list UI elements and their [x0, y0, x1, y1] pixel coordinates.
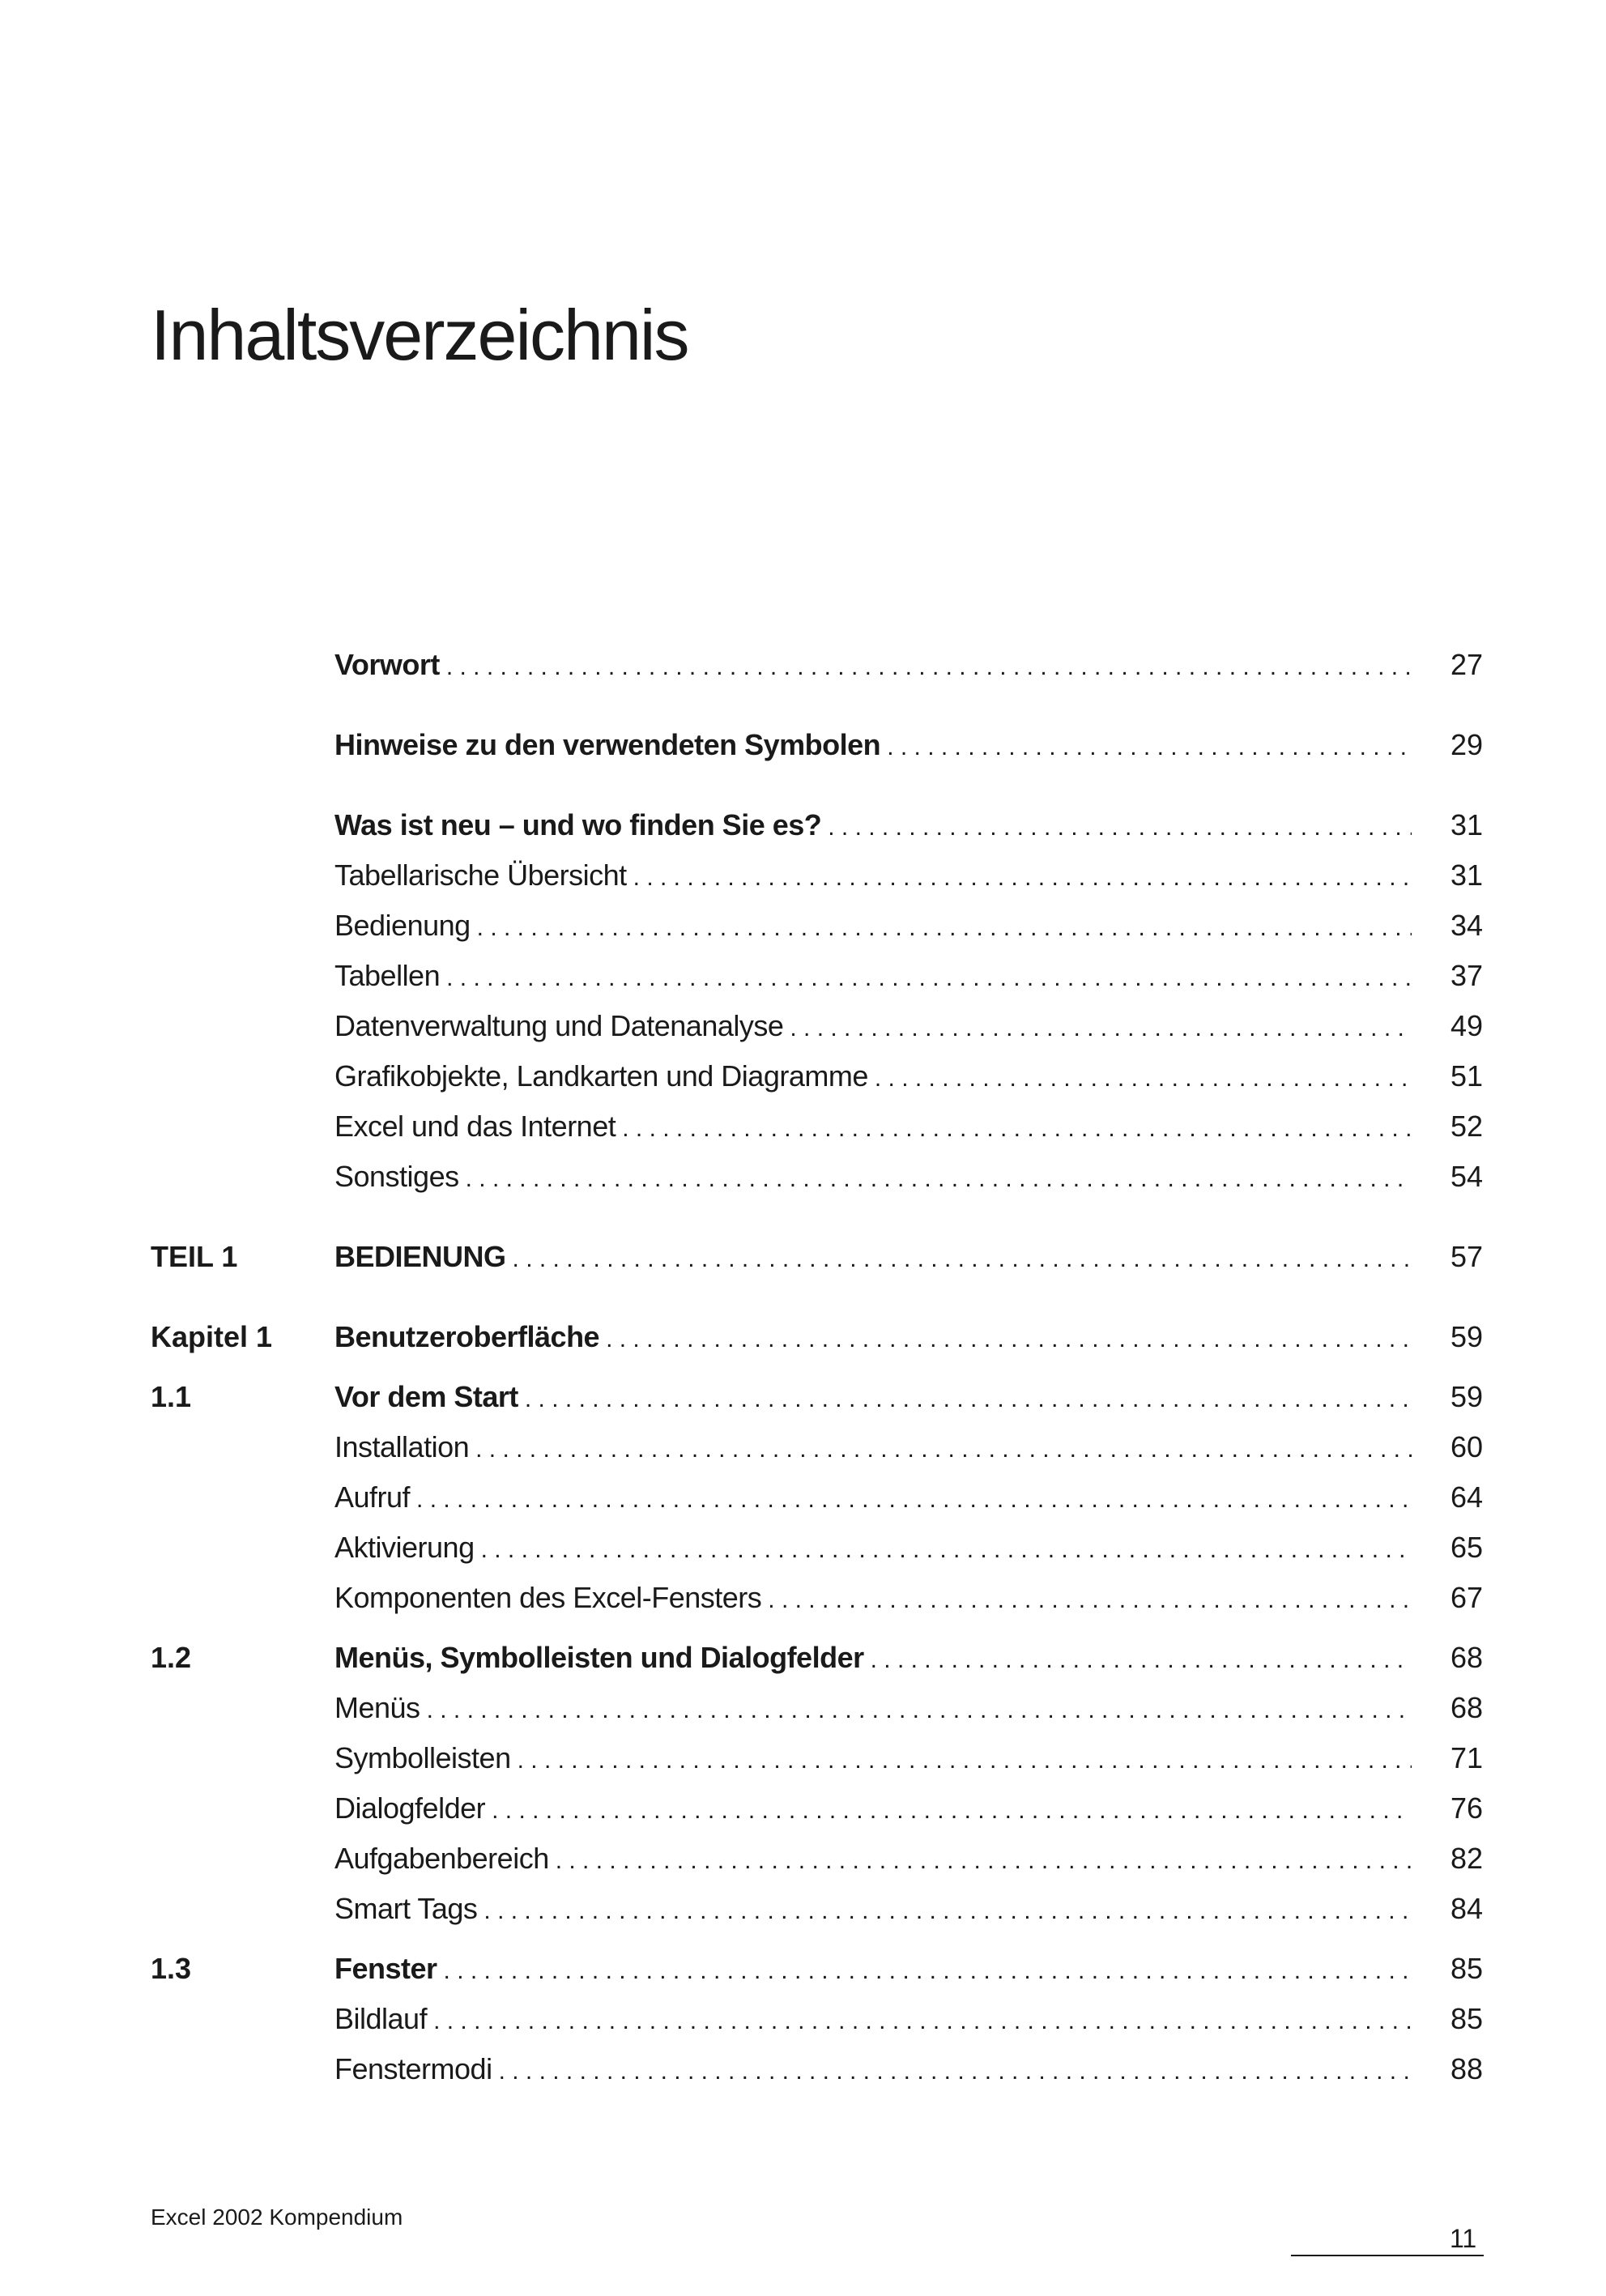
toc-dot-leader — [492, 1786, 1412, 1836]
toc-entry-fenstermodi[interactable] — [151, 2044, 1483, 2094]
toc-entry-title: Installation — [334, 1430, 470, 1463]
toc-entry-aufruf[interactable] — [151, 1472, 1483, 1523]
page-title: Inhaltsverzeichnis — [151, 295, 688, 375]
toc-dot-leader — [446, 953, 1412, 1003]
toc-entry-page: 60 — [1450, 1430, 1483, 1463]
toc-entry-title: Benutzeroberfläche — [334, 1320, 600, 1353]
toc-entry-title: Hinweise zu den verwendeten Symbolen — [334, 728, 881, 761]
toc-entry-1-2[interactable] — [151, 1633, 1483, 1683]
toc-entry-page: 68 — [1450, 1641, 1483, 1674]
toc-entry-page: 49 — [1450, 1009, 1483, 1042]
toc-entry-title: Smart Tags — [334, 1892, 478, 1925]
toc-dot-leader — [871, 1635, 1412, 1685]
table-of-contents — [151, 640, 1483, 2094]
toc-entry-title: Tabellen — [334, 959, 441, 992]
toc-entry-page: 37 — [1450, 959, 1483, 992]
toc-entry-page: 52 — [1450, 1110, 1483, 1143]
toc-entry-grafikobjekte[interactable] — [151, 1051, 1483, 1101]
toc-entry-komponenten[interactable] — [151, 1573, 1483, 1623]
toc-entry-excel-internet[interactable] — [151, 1101, 1483, 1152]
toc-entry-page: 64 — [1450, 1480, 1483, 1514]
toc-entry-title: Vorwort — [334, 648, 440, 681]
toc-dot-leader — [556, 1836, 1412, 1886]
toc-dot-leader — [481, 1525, 1412, 1575]
toc-entry-title: Datenverwaltung und Datenanalyse — [334, 1009, 784, 1042]
toc-dot-leader — [790, 1003, 1412, 1054]
toc-dot-leader — [484, 1886, 1412, 1936]
toc-dot-leader — [525, 1374, 1412, 1425]
toc-entry-title: Dialogfelder — [334, 1791, 486, 1825]
toc-entry-title: Fenster — [334, 1952, 437, 1985]
toc-entry-teil-1[interactable] — [151, 1232, 1483, 1282]
toc-entry-title: Grafikobjekte, Landkarten und Diagramme — [334, 1059, 868, 1093]
toc-entry-page: 54 — [1450, 1160, 1483, 1193]
toc-entry-1-3[interactable] — [151, 1944, 1483, 1994]
toc-entry-datenverwaltung[interactable] — [151, 1001, 1483, 1051]
toc-entry-sonstiges[interactable] — [151, 1152, 1483, 1202]
toc-entry-page: 76 — [1450, 1791, 1483, 1825]
toc-entry-dialogfelder[interactable] — [151, 1783, 1483, 1834]
toc-entry-number: Kapitel 1 — [151, 1320, 273, 1353]
toc-entry-page: 71 — [1450, 1741, 1483, 1774]
toc-entry-page: 31 — [1450, 858, 1483, 892]
toc-dot-leader — [606, 1314, 1412, 1365]
toc-entry-title: Menüs, Symbolleisten und Dialogfelder — [334, 1641, 864, 1674]
toc-entry-title: Bedienung — [334, 909, 471, 942]
toc-entry-page: 27 — [1450, 648, 1483, 681]
toc-entry-aufgabenbereich[interactable] — [151, 1834, 1483, 1884]
toc-entry-installation[interactable] — [151, 1422, 1483, 1472]
toc-entry-title: Aktivierung — [334, 1531, 475, 1564]
toc-entry-page: 82 — [1450, 1842, 1483, 1875]
toc-entry-title: Aufruf — [334, 1480, 411, 1514]
toc-entry-page: 57 — [1450, 1240, 1483, 1273]
toc-dot-leader — [513, 1234, 1412, 1284]
toc-entry-page: 67 — [1450, 1581, 1483, 1614]
toc-entry-bildlauf[interactable] — [151, 1994, 1483, 2044]
toc-dot-leader — [433, 1996, 1412, 2047]
toc-entry-page: 85 — [1450, 2002, 1483, 2035]
toc-dot-leader — [633, 853, 1412, 903]
toc-entry-title: Sonstiges — [334, 1160, 459, 1193]
toc-dot-leader — [622, 1104, 1412, 1154]
toc-dot-leader — [828, 803, 1412, 853]
toc-entry-bedienung[interactable] — [151, 901, 1483, 951]
toc-entry-page: 29 — [1450, 728, 1483, 761]
toc-dot-leader — [518, 1736, 1412, 1786]
toc-entry-page: 34 — [1450, 909, 1483, 942]
toc-entry-hinweise[interactable] — [151, 720, 1483, 770]
toc-entry-title: Menüs — [334, 1691, 420, 1724]
toc-entry-title: Tabellarische Übersicht — [334, 858, 627, 892]
toc-dot-leader — [475, 1425, 1412, 1475]
toc-entry-aktivierung[interactable] — [151, 1523, 1483, 1573]
toc-entry-number: 1.1 — [151, 1380, 192, 1413]
toc-entry-page: 65 — [1450, 1531, 1483, 1564]
toc-entry-symbolleisten[interactable] — [151, 1733, 1483, 1783]
toc-entry-page: 84 — [1450, 1892, 1483, 1925]
toc-dot-leader — [477, 903, 1412, 953]
toc-entry-page: 88 — [1450, 2052, 1483, 2085]
toc-entry-page: 85 — [1450, 1952, 1483, 1985]
toc-entry-title: Komponenten des Excel-Fensters — [334, 1581, 762, 1614]
toc-entry-number: 1.3 — [151, 1952, 192, 1985]
footer-rule — [1291, 2255, 1484, 2256]
toc-entry-page: 51 — [1450, 1059, 1483, 1093]
toc-entry-menues[interactable] — [151, 1683, 1483, 1733]
toc-entry-kapitel-1[interactable] — [151, 1312, 1483, 1362]
footer-page-number: 11 — [1450, 2224, 1477, 2253]
toc-entry-title: Vor dem Start — [334, 1380, 518, 1413]
toc-entry-title: Was ist neu – und wo finden Sie es? — [334, 808, 822, 841]
toc-dot-leader — [875, 1054, 1412, 1104]
toc-entry-tabellen[interactable] — [151, 951, 1483, 1001]
toc-entry-title: Aufgabenbereich — [334, 1842, 549, 1875]
toc-entry-title: Fenstermodi — [334, 2052, 492, 2085]
toc-dot-leader — [499, 2047, 1412, 2097]
toc-dot-leader — [427, 1685, 1412, 1736]
toc-entry-page: 59 — [1450, 1380, 1483, 1413]
toc-entry-smart-tags[interactable] — [151, 1884, 1483, 1934]
toc-entry-page: 31 — [1450, 808, 1483, 841]
toc-entry-title: BEDIENUNG — [334, 1240, 506, 1273]
toc-entry-page: 68 — [1450, 1691, 1483, 1724]
toc-entry-page: 59 — [1450, 1320, 1483, 1353]
toc-entry-tabellarische-uebersicht[interactable] — [151, 850, 1483, 901]
toc-entry-title: Excel und das Internet — [334, 1110, 616, 1143]
toc-dot-leader — [444, 1946, 1412, 1996]
toc-entry-number: 1.2 — [151, 1641, 192, 1674]
toc-dot-leader — [768, 1575, 1412, 1625]
footer-book-title: Excel 2002 Kompendium — [151, 2204, 403, 2230]
toc-entry-vorwort[interactable] — [151, 640, 1483, 690]
toc-entry-1-1[interactable] — [151, 1372, 1483, 1422]
toc-entry-was-ist-neu[interactable] — [151, 800, 1483, 850]
toc-dot-leader — [446, 642, 1412, 692]
toc-entry-title: Bildlauf — [334, 2002, 428, 2035]
toc-dot-leader — [887, 722, 1412, 773]
toc-dot-leader — [416, 1475, 1412, 1525]
toc-entry-number: TEIL 1 — [151, 1240, 238, 1273]
toc-entry-title: Symbolleisten — [334, 1741, 511, 1774]
toc-dot-leader — [466, 1154, 1412, 1204]
